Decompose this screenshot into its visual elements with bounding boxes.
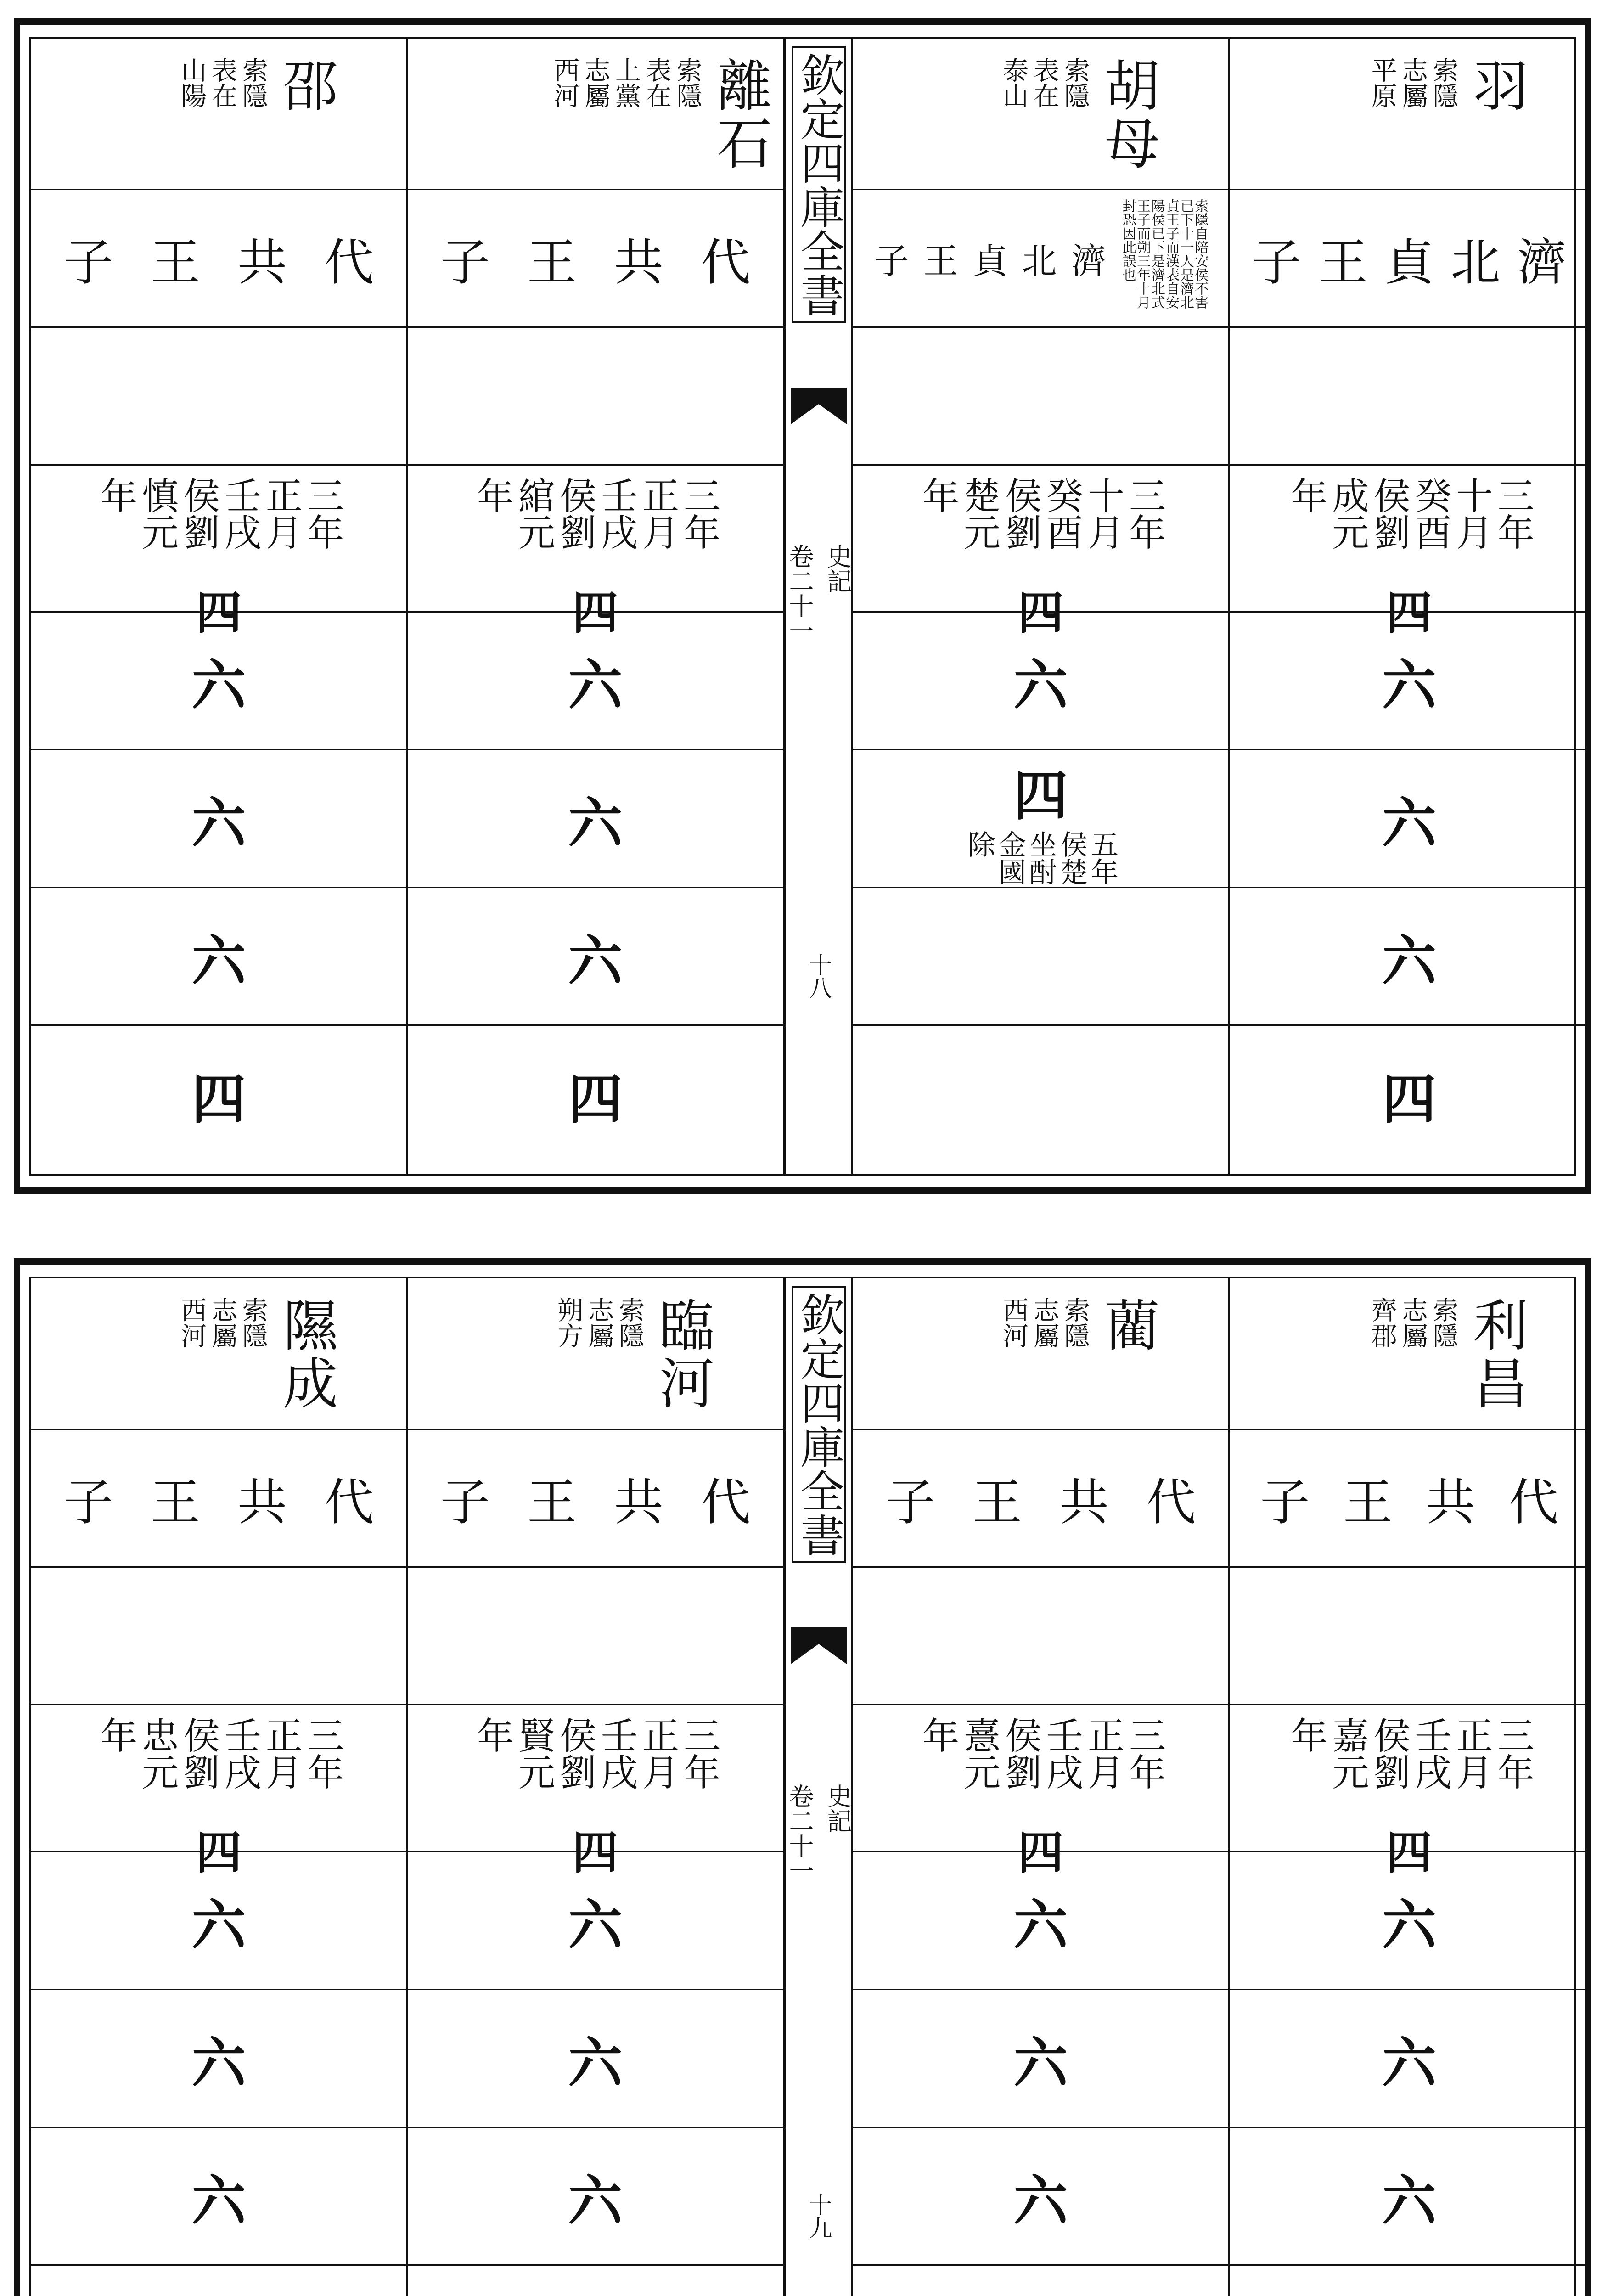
year-count: 六 [568,2168,623,2233]
source-notes [95,57,268,108]
column-lishi [408,39,784,1174]
enfeoffment-text: 正月 [259,477,303,550]
source-note: 朔方 [553,1297,584,1348]
title-cell [853,1278,1228,1430]
year-count: 六 [1013,1893,1068,1957]
king-char: 子 [1252,234,1302,292]
column-lin [853,1278,1230,2296]
spine-book: 史記 [823,544,852,593]
year-count-cell [853,1026,1228,1164]
enfeoffment-text: 三年 [677,1716,720,1790]
enfeoffment-text: 壬戌 [1040,1716,1083,1790]
king-cell [408,190,783,328]
king-char: 貞 [1384,234,1434,292]
source-note: 山陽 [177,57,207,108]
enfeoffment-text: 侯劉 [1367,477,1410,550]
year-count-first: 四 [572,1825,618,1880]
year-count: 六 [568,1893,623,1957]
year-count: 六 [191,653,246,717]
year-count-cell [853,2128,1228,2266]
enfeoffment-text: 正月 [1450,1716,1493,1790]
year-count-cell [408,1990,783,2128]
year-count: 六 [1013,653,1068,717]
title-cell [408,39,783,190]
enfeoffment-text: 賢元 [512,1716,555,1790]
year-count: 四 [1013,763,1068,827]
king-char: 代 [324,1474,374,1531]
king-char: 代 [1508,1474,1558,1531]
enfeoffment-text: 壬戌 [218,477,261,550]
enfeoffment-text: 十月 [1450,477,1493,550]
year-count-cell [31,2266,406,2296]
year-count: 四 [568,1067,623,1131]
abolition-text: 坐酎 [1025,830,1057,885]
abolition-text: 五年 [1086,830,1119,885]
page-bottom [14,1258,1591,2296]
year-count: 六 [568,653,623,717]
column-lichang [1230,1278,1589,2296]
king-cell [408,1430,783,1568]
year-count-cell [408,1026,783,1164]
marquis-title: 隰成 [273,1297,337,1412]
source-note: 索隱 [614,1297,645,1348]
spine-book: 史記 [823,1784,852,1833]
source-note: 表在 [641,57,672,108]
spine-page: 十八 [805,953,832,999]
year-count-first: 四 [1017,585,1064,640]
king-char: 貞 [973,241,1008,281]
year-count-cell [408,2266,783,2296]
king-char: 王 [150,234,200,292]
source-note: 表在 [208,57,238,108]
king-char: 代 [701,234,751,292]
enfeoffment-text: 三年 [301,477,344,550]
source-notes [472,1297,645,1348]
source-notes [1286,57,1459,108]
empty-cell [853,1568,1228,1705]
empty-cell [1230,328,1589,466]
source-note: 平原 [1367,57,1397,108]
enfeoffment-text: 三年 [1123,1716,1166,1790]
king-char: 子 [63,234,113,292]
enfeoffment-text: 三年 [1123,477,1166,550]
page-top [14,18,1591,1194]
king-cell [853,190,1228,328]
king-char: 子 [874,241,909,281]
enfeoffment-text: 正月 [636,477,679,550]
king-char: 王 [527,1474,577,1531]
enfeoffment-text: 年 [471,477,514,513]
abolition-text: 金國 [994,830,1026,885]
empty-cell [853,328,1228,466]
king-char: 濟 [1517,234,1567,292]
king-char: 子 [440,1474,490,1531]
year-count-cell [31,1990,406,2128]
enfeoffment-text: 正月 [636,1716,679,1790]
year-count-cell [1230,888,1589,1026]
year-count-cell [853,750,1228,888]
king-cell [1230,190,1589,328]
abolition-text: 除 [963,830,995,858]
enfeoffment-text: 年 [916,1716,959,1753]
enfeoffment-text: 三年 [1491,1716,1534,1790]
enfeoffment-text: 慎元 [135,477,179,550]
enfeoffment-text: 憙元 [957,1716,1001,1790]
king-char: 北 [1022,241,1057,281]
enfeoffment-text: 壬戌 [595,1716,638,1790]
year-count-first: 四 [196,585,242,640]
source-notes [917,57,1090,108]
king-char: 代 [324,234,374,292]
fish-tail-mark [791,1627,847,1664]
king-char: 子 [885,1474,935,1531]
enfeoffment-text: 忠元 [135,1716,179,1790]
enfeoffment-text: 年 [1285,477,1327,513]
enfeoffment-text: 楚元 [957,477,1001,550]
year-count: 六 [1382,2168,1436,2233]
king-char: 王 [1318,234,1368,292]
source-note: 志屬 [1398,1297,1428,1348]
source-notes [95,1297,268,1348]
empty-cell [408,328,783,466]
source-note: 表在 [1029,57,1060,108]
spine-page: 十九 [805,2193,832,2239]
source-note: 志屬 [1398,57,1428,108]
enfeoffment-text: 嘉元 [1326,1716,1369,1790]
spine-volume: 卷二十一 [785,1784,814,1883]
title-cell [31,39,406,190]
year-count-cell [1230,1026,1589,1164]
king-char: 共 [614,234,664,292]
king-char: 共 [237,1474,287,1531]
year-count-cell [31,888,406,1026]
year-count-cell [408,2128,783,2266]
source-note: 志屬 [1029,1297,1060,1348]
enfeoffment-text: 侯劉 [553,1716,596,1790]
source-note: 西河 [999,1297,1029,1348]
year-count: 四 [191,1067,246,1131]
marquis-title: 胡母 [1095,57,1159,173]
king-char: 王 [150,1474,200,1531]
abolition-text: 侯楚 [1056,830,1088,885]
year-count-first: 四 [196,1825,242,1880]
king-char: 共 [237,234,287,292]
source-note: 西河 [550,57,580,108]
source-notes [1286,1297,1459,1348]
spine-title: 欽定四庫全書 [792,1286,846,1563]
enfeoffment-text: 壬戌 [1409,1716,1451,1790]
enfeoffment-text: 三年 [301,1716,344,1790]
year-count: 六 [1013,2031,1068,2095]
column-shao [31,39,408,1174]
fish-tail-mark [791,388,847,424]
marquis-title: 邵 [273,57,337,115]
enfeoffment-text: 侯劉 [1367,1716,1410,1790]
year-count: 六 [1382,791,1436,855]
enfeoffment-text: 正月 [1081,1716,1124,1790]
source-note: 志屬 [584,1297,614,1348]
king-cell [853,1430,1228,1568]
year-count: 六 [191,791,246,855]
title-cell [1230,39,1589,190]
year-count-cell [31,2128,406,2266]
year-count-cell [1230,1990,1589,2128]
title-cell [31,1278,406,1430]
year-count-first: 四 [1017,1825,1064,1880]
year-count: 六 [191,2168,246,2233]
king-char: 代 [1146,1474,1196,1531]
enfeoffment-text: 壬戌 [595,477,638,550]
spine [784,39,853,1174]
year-count: 六 [191,929,246,993]
year-count: 六 [1382,2031,1436,2095]
king-char: 北 [1450,234,1501,292]
year-count-cell [1230,2128,1589,2266]
enfeoffment-text: 侯劉 [999,477,1042,550]
enfeoffment-text: 年 [94,1716,137,1753]
marquis-title: 羽 [1464,57,1528,115]
king-char: 王 [972,1474,1022,1531]
king-char: 子 [1260,1474,1310,1531]
source-note: 齊郡 [1367,1297,1397,1348]
enfeoffment-text: 壬戌 [218,1716,261,1790]
source-note: 索隱 [672,57,703,108]
enfeoffment-text: 侯劉 [177,1716,220,1790]
marquis-title: 臨河 [650,1297,714,1412]
source-note: 志屬 [208,1297,238,1348]
king-cell [31,190,406,328]
spine-title: 欽定四庫全書 [792,46,846,323]
source-notes [414,57,703,108]
column-humu [853,39,1230,1174]
year-count-first: 四 [1386,585,1432,640]
king-char: 子 [440,234,490,292]
empty-cell [31,328,406,466]
table-frame [29,37,1576,1176]
year-count: 四 [1382,1067,1436,1131]
column-linhe [408,1278,784,2296]
source-note: 索隱 [1428,1297,1459,1348]
enfeoffment-text: 正月 [259,1716,303,1790]
title-cell [1230,1278,1589,1430]
table-frame [29,1277,1576,2296]
abolition-note [965,830,1117,885]
enfeoffment-text: 癸酉 [1409,477,1451,550]
column-xicheng [31,1278,408,2296]
year-count-cell [853,1990,1228,2128]
source-note: 索隱 [238,1297,268,1348]
year-count-first: 四 [1386,1825,1432,1880]
year-count: 六 [568,929,623,993]
king-char: 王 [527,234,577,292]
column-yu [1230,39,1589,1174]
king-char: 代 [701,1474,751,1531]
marquis-title: 離石 [708,57,772,173]
king-cell [31,1430,406,1568]
enfeoffment-text: 成元 [1326,477,1369,550]
king-char: 共 [1426,1474,1476,1531]
source-note: 索隱 [1428,57,1459,108]
enfeoffment-text: 年 [94,477,137,513]
title-cell [408,1278,783,1430]
year-count: 六 [1382,1893,1436,1957]
year-count-first: 四 [572,585,618,640]
enfeoffment-text: 三年 [677,477,720,550]
enfeoffment-text: 年 [1285,1716,1327,1753]
enfeoffment-text: 癸酉 [1040,477,1083,550]
enfeoffment-text: 年 [471,1716,514,1753]
year-count: 六 [1013,2168,1068,2233]
year-count: 六 [568,791,623,855]
year-count: 六 [191,1893,246,1957]
king-char: 子 [63,1474,113,1531]
enfeoffment-text: 年 [916,477,959,513]
enfeoffment-text: 侯劉 [177,477,220,550]
year-count-cell [853,2266,1228,2296]
source-notes [917,1297,1090,1348]
enfeoffment-text: 綰元 [512,477,555,550]
empty-cell [408,1568,783,1705]
title-cell [853,39,1228,190]
source-note: 索隱 [238,57,268,108]
year-count: 六 [1382,653,1436,717]
year-count-cell [31,1026,406,1164]
enfeoffment-text: 侯劉 [999,1716,1042,1790]
spine-volume: 卷二十一 [785,544,814,643]
enfeoffment-text: 十月 [1081,477,1124,550]
king-char: 共 [1059,1474,1109,1531]
king-note: 索隱自陪安侯不害已下十一人是濟北貞王子而漢表自安陽侯已下是濟北式王子而朔三年十月封恐因此誤也 [1119,198,1209,309]
source-note: 上黨 [611,57,641,108]
year-count-cell [853,888,1228,1026]
empty-cell [1230,1568,1589,1705]
king-char: 王 [1343,1474,1393,1531]
year-count-cell [31,750,406,888]
year-count-cell [1230,2266,1589,2296]
year-count: 六 [191,2031,246,2095]
enfeoffment-text: 侯劉 [553,477,596,550]
marquis-title: 藺 [1095,1297,1159,1355]
source-note: 泰山 [999,57,1029,108]
marquis-title: 利昌 [1464,1297,1528,1412]
source-note: 索隱 [1060,57,1090,108]
source-note: 索隱 [1060,1297,1090,1348]
year-count-cell [1230,750,1589,888]
king-char: 濟 [1071,241,1106,281]
source-note: 志屬 [580,57,611,108]
spine [784,1278,853,2296]
king-cell [1230,1430,1589,1568]
empty-cell [31,1568,406,1705]
year-count: 六 [1382,929,1436,993]
year-count-cell [408,750,783,888]
king-char: 共 [614,1474,664,1531]
enfeoffment-text: 三年 [1491,477,1534,550]
king-char: 王 [923,241,958,281]
year-count: 六 [568,2031,623,2095]
year-count-cell [408,888,783,1026]
source-note: 西河 [177,1297,207,1348]
